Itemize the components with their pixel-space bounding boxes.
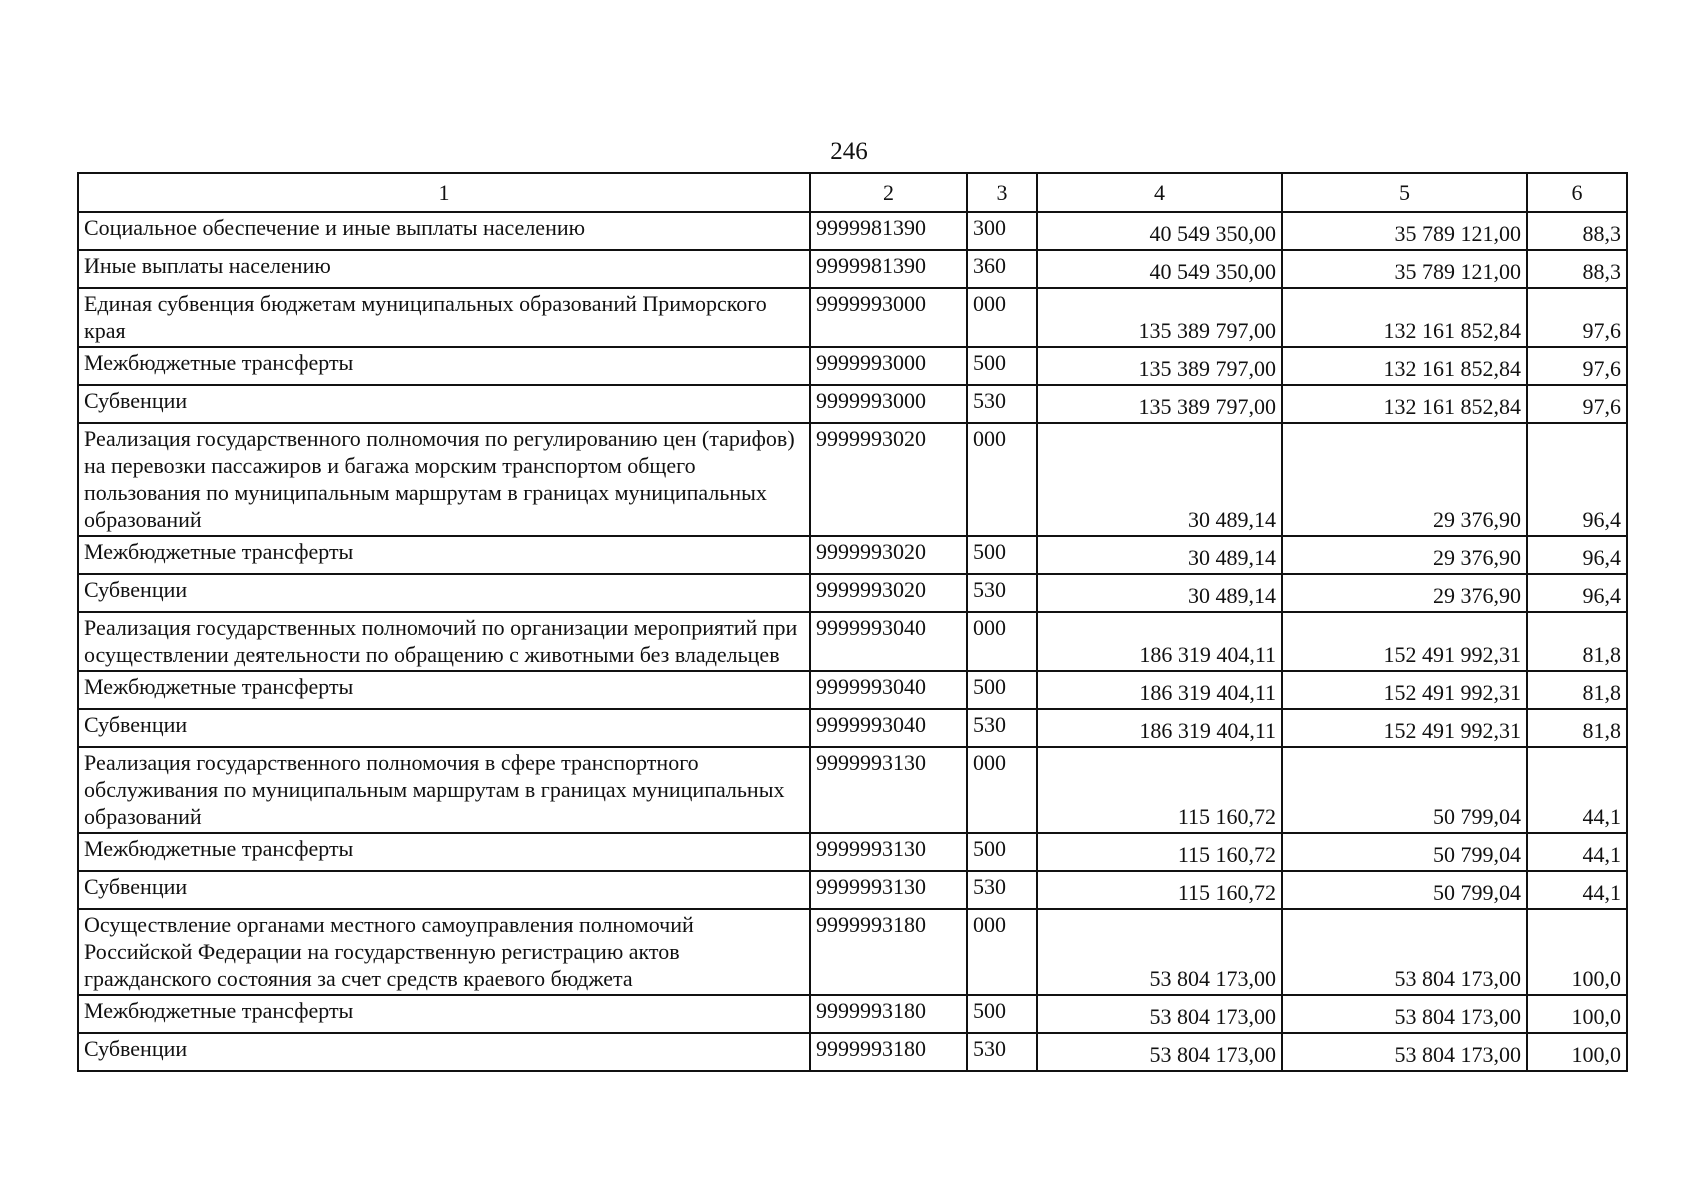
- cell-name: Субвенции: [78, 1033, 810, 1071]
- cell-code: 9999993040: [810, 671, 967, 709]
- cell-fact: 50 799,04: [1282, 833, 1527, 871]
- cell-percent: 81,8: [1527, 709, 1627, 747]
- cell-fact: 152 491 992,31: [1282, 709, 1527, 747]
- cell-kvr: 500: [967, 536, 1037, 574]
- cell-plan: 53 804 173,00: [1037, 995, 1282, 1033]
- cell-kvr: 000: [967, 288, 1037, 347]
- table-row: [78, 995, 1627, 1033]
- cell-code: 9999993040: [810, 612, 967, 671]
- cell-name: Субвенции: [78, 709, 810, 747]
- cell-name: Субвенции: [78, 871, 810, 909]
- cell-code: 9999993020: [810, 536, 967, 574]
- cell-percent: 81,8: [1527, 612, 1627, 671]
- table-row: [78, 671, 1627, 709]
- cell-name: Межбюджетные трансферты: [78, 347, 810, 385]
- cell-percent: 44,1: [1527, 747, 1627, 833]
- cell-fact: 35 789 121,00: [1282, 250, 1527, 288]
- table-row: [78, 536, 1627, 574]
- cell-plan: 30 489,14: [1037, 423, 1282, 536]
- cell-code: 9999993000: [810, 288, 967, 347]
- cell-plan: 115 160,72: [1037, 871, 1282, 909]
- cell-kvr: 500: [967, 671, 1037, 709]
- table-row: [78, 709, 1627, 747]
- budget-table: [77, 172, 1628, 1072]
- table-header-row: [78, 173, 1627, 212]
- cell-fact: 152 491 992,31: [1282, 671, 1527, 709]
- cell-fact: 53 804 173,00: [1282, 995, 1527, 1033]
- table-row: [78, 909, 1627, 995]
- cell-fact: 53 804 173,00: [1282, 909, 1527, 995]
- table-row: [78, 612, 1627, 671]
- cell-kvr: 530: [967, 385, 1037, 423]
- column-header-3: 3: [967, 173, 1037, 212]
- cell-plan: 135 389 797,00: [1037, 347, 1282, 385]
- table-row: [78, 423, 1627, 536]
- page-number: 246: [830, 138, 868, 165]
- cell-code: 9999993180: [810, 909, 967, 995]
- cell-plan: 30 489,14: [1037, 574, 1282, 612]
- cell-kvr: 000: [967, 747, 1037, 833]
- cell-kvr: 500: [967, 995, 1037, 1033]
- cell-plan: 115 160,72: [1037, 833, 1282, 871]
- table-row: [78, 747, 1627, 833]
- column-header-2: 2: [810, 173, 967, 212]
- cell-fact: 132 161 852,84: [1282, 288, 1527, 347]
- cell-fact: 35 789 121,00: [1282, 212, 1527, 250]
- column-header-6: 6: [1527, 173, 1627, 212]
- cell-percent: 97,6: [1527, 385, 1627, 423]
- cell-code: 9999993130: [810, 747, 967, 833]
- cell-kvr: 530: [967, 871, 1037, 909]
- cell-percent: 44,1: [1527, 871, 1627, 909]
- cell-kvr: 530: [967, 1033, 1037, 1071]
- cell-name: Субвенции: [78, 385, 810, 423]
- cell-kvr: 360: [967, 250, 1037, 288]
- column-header-4: 4: [1037, 173, 1282, 212]
- cell-plan: 135 389 797,00: [1037, 288, 1282, 347]
- cell-name: Осуществление органами местного самоуправления полномочий Российской Федерации на государственную регистрацию актов гражданского состояния за счет средств краевого бюджета: [78, 909, 810, 995]
- cell-code: 9999993000: [810, 385, 967, 423]
- cell-plan: 40 549 350,00: [1037, 250, 1282, 288]
- cell-code: 9999993130: [810, 871, 967, 909]
- cell-name: Социальное обеспечение и иные выплаты населению: [78, 212, 810, 250]
- table-row: [78, 250, 1627, 288]
- cell-fact: 132 161 852,84: [1282, 385, 1527, 423]
- cell-code: 9999993020: [810, 423, 967, 536]
- table-row: [78, 574, 1627, 612]
- table-row: [78, 833, 1627, 871]
- cell-fact: 29 376,90: [1282, 574, 1527, 612]
- cell-code: 9999981390: [810, 250, 967, 288]
- cell-percent: 100,0: [1527, 1033, 1627, 1071]
- cell-name: Субвенции: [78, 574, 810, 612]
- table-row: [78, 212, 1627, 250]
- cell-code: 9999993130: [810, 833, 967, 871]
- cell-plan: 186 319 404,11: [1037, 612, 1282, 671]
- cell-plan: 186 319 404,11: [1037, 671, 1282, 709]
- cell-name: Межбюджетные трансферты: [78, 671, 810, 709]
- cell-name: Реализация государственного полномочия в сфере транспортного обслуживания по муниципальным маршрутам в границах муниципальных образований: [78, 747, 810, 833]
- cell-percent: 96,4: [1527, 574, 1627, 612]
- cell-kvr: 300: [967, 212, 1037, 250]
- table-row: [78, 385, 1627, 423]
- cell-name: Единая субвенция бюджетам муниципальных образований Приморского края: [78, 288, 810, 347]
- cell-percent: 96,4: [1527, 423, 1627, 536]
- cell-fact: 152 491 992,31: [1282, 612, 1527, 671]
- cell-kvr: 500: [967, 833, 1037, 871]
- cell-fact: 50 799,04: [1282, 747, 1527, 833]
- cell-kvr: 000: [967, 612, 1037, 671]
- cell-fact: 29 376,90: [1282, 536, 1527, 574]
- cell-name: Межбюджетные трансферты: [78, 995, 810, 1033]
- cell-percent: 97,6: [1527, 347, 1627, 385]
- cell-fact: 29 376,90: [1282, 423, 1527, 536]
- cell-name: Межбюджетные трансферты: [78, 833, 810, 871]
- cell-code: 9999993180: [810, 995, 967, 1033]
- cell-code: 9999993020: [810, 574, 967, 612]
- cell-percent: 44,1: [1527, 833, 1627, 871]
- cell-percent: 88,3: [1527, 212, 1627, 250]
- cell-kvr: 000: [967, 909, 1037, 995]
- cell-code: 9999993040: [810, 709, 967, 747]
- cell-kvr: 000: [967, 423, 1037, 536]
- cell-plan: 53 804 173,00: [1037, 909, 1282, 995]
- cell-kvr: 500: [967, 347, 1037, 385]
- table-body: [78, 173, 1627, 1071]
- cell-name: Реализация государственных полномочий по организации мероприятий при осуществлении деятельности по обращению с животными без владельцев: [78, 612, 810, 671]
- cell-percent: 100,0: [1527, 995, 1627, 1033]
- cell-kvr: 530: [967, 574, 1037, 612]
- cell-percent: 88,3: [1527, 250, 1627, 288]
- cell-plan: 53 804 173,00: [1037, 1033, 1282, 1071]
- cell-plan: 40 549 350,00: [1037, 212, 1282, 250]
- cell-code: 9999993000: [810, 347, 967, 385]
- cell-fact: 53 804 173,00: [1282, 1033, 1527, 1071]
- cell-plan: 186 319 404,11: [1037, 709, 1282, 747]
- cell-name: Иные выплаты населению: [78, 250, 810, 288]
- cell-percent: 96,4: [1527, 536, 1627, 574]
- cell-name: Реализация государственного полномочия по регулированию цен (тарифов) на перевозки пассажиров и багажа морским транспортом общего пользования по муниципальным маршрутам в границах муниципальных образований: [78, 423, 810, 536]
- cell-code: 9999981390: [810, 212, 967, 250]
- table-row: [78, 1033, 1627, 1071]
- table-row: [78, 288, 1627, 347]
- cell-percent: 81,8: [1527, 671, 1627, 709]
- cell-plan: 135 389 797,00: [1037, 385, 1282, 423]
- cell-kvr: 530: [967, 709, 1037, 747]
- cell-percent: 100,0: [1527, 909, 1627, 995]
- cell-plan: 30 489,14: [1037, 536, 1282, 574]
- cell-fact: 132 161 852,84: [1282, 347, 1527, 385]
- table-row: [78, 871, 1627, 909]
- cell-plan: 115 160,72: [1037, 747, 1282, 833]
- cell-name: Межбюджетные трансферты: [78, 536, 810, 574]
- column-header-1: 1: [78, 173, 810, 212]
- cell-percent: 97,6: [1527, 288, 1627, 347]
- table-row: [78, 347, 1627, 385]
- cell-fact: 50 799,04: [1282, 871, 1527, 909]
- column-header-5: 5: [1282, 173, 1527, 212]
- cell-code: 9999993180: [810, 1033, 967, 1071]
